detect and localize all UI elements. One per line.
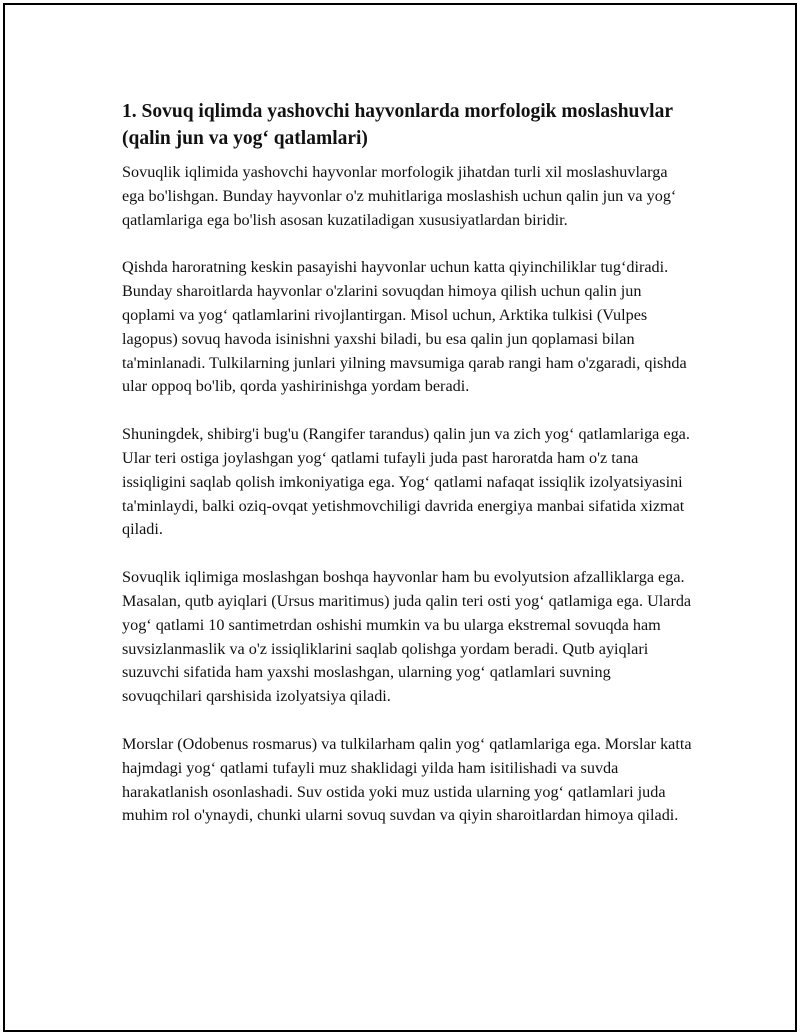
page-frame <box>3 3 797 1032</box>
document-body <box>122 98 692 852</box>
paragraph-1: Sovuqlik iqlimida yashovchi hayvonlar morfologik jihatdan turli xil moslashuvlarga ega bo'lishgan. Bunday hayvonlar o'z muhitlariga moslashish uchun qalin jun va yog‘ qatlamlariga ega bo'lish asosan kuzatiladigan xususiyatlardan biridir. <box>122 163 677 229</box>
section-heading: 1. Sovuq iqlimda yashovchi hayvonlarda morfologik moslashuvlar (qalin jun va yog‘ qatlamlari) <box>122 101 673 149</box>
paragraph-5: Morslar (Odobenus rosmarus) va tulkilarham qalin yog‘ qatlamlariga ega. Morslar katta hajmdagi yog‘ qatlami tufayli muz shaklidagi yilda ham isitilishadi va suvda harakatlanish osonlashadi. Suv ostida yoki muz ustida ularning yog‘ qatlamlari juda muhim rol o'ynaydi, chunki ularni sovuq suvdan va qiyin sharoitlardan himoya qiladi. <box>122 734 692 825</box>
paragraph-2: Qishda haroratning keskin pasayishi hayvonlar uchun katta qiyinchiliklar tug‘diradi. Bunday sharoitlarda hayvonlar o'zlarini sovuqdan himoya qilish uchun qalin jun qoplami va yog‘ qatlamlarini rivojlantirgan. Misol uchun, Arktika tulkisi (Vulpes lagopus) sovuq havoda isinishni yaxshi biladi, bu esa qalin jun qoplamasi bilan ta'minlanadi. Tulkilarning junlari yilning mavsumiga qarab rangi ham o'zgaradi, qishda ular oppoq bo'lib, qorda yashirinishga yordam beradi. <box>122 258 687 396</box>
paragraph-3: Shuningdek, shibirg'i bug'u (Rangifer tarandus) qalin jun va zich yog‘ qatlamlariga ega. Ular teri ostiga joylashgan yog‘ qatlami tufayli juda past haroratda ham o'z tana issiqligini saqlab qolish imkoniyatiga ega. Yog‘ qatlami nafaqat issiqlik izolyatsiyasini ta'minlaydi, balki oziq-ovqat yetishmovchiligi davrida energiya manbai sifatida xizmat qiladi. <box>122 425 690 539</box>
paragraph-4: Sovuqlik iqlimiga moslashgan boshqa hayvonlar ham bu evolyutsion afzalliklarga ega. Masalan, qutb ayiqlari (Ursus maritimus) juda qalin teri osti yog‘ qatlamiga ega. Ularda yog‘ qatlami 10 santimetrdan oshishi mumkin va bu ularga ekstremal sovuqda ham suvsizlanmaslik va o'z issiqliklarini saqlab qolishga yordam beradi. Qutb ayiqlari suzuvchi sifatida ham yaxshi moslashgan, ularning yog‘ qatlamlari suvning sovuqchilari qarshisida izolyatsiya qiladi. <box>122 568 692 706</box>
